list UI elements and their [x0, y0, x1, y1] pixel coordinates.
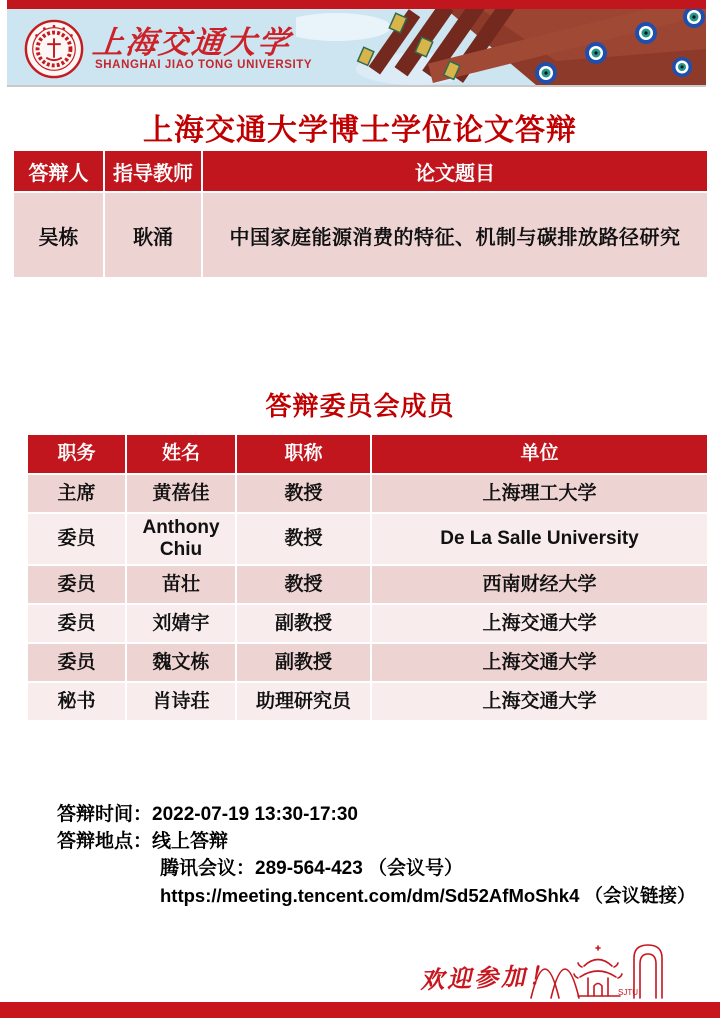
meeting-link-url[interactable]: https://meeting.tencent.com/dm/Sd52AfMoShk4: [160, 885, 580, 906]
member-rank: 副教授: [237, 644, 370, 681]
committee-row: [28, 644, 707, 681]
defense-venue-value: 线上答辩: [152, 831, 229, 852]
meeting-id-line: [57, 855, 696, 882]
header-thesis-title: 论文题目: [203, 151, 707, 191]
sjtu-seal-logo: [23, 18, 85, 80]
header-rank: 职称: [237, 435, 370, 473]
meeting-id-label: 腾讯会议：: [160, 858, 256, 879]
defense-venue-line: [57, 828, 696, 855]
temple-roof-photo: [296, 9, 706, 85]
member-rank: 教授: [237, 475, 370, 512]
committee-table: [28, 435, 707, 722]
header-name: 姓名: [127, 435, 235, 473]
member-name: 刘婧宇: [127, 605, 235, 642]
member-rank: 助理研究员: [237, 683, 370, 720]
sketch-sjtu-label: SJTU: [618, 988, 638, 997]
committee-row: [28, 475, 707, 512]
defense-time-label: 答辩时间：: [57, 804, 153, 825]
member-name: Anthony Chiu: [127, 514, 235, 564]
member-name: 黄蓓佳: [127, 475, 235, 512]
header-role: 职务: [28, 435, 125, 473]
member-name: 苗壮: [127, 566, 235, 603]
meeting-link-suffix: （会议链接）: [579, 885, 696, 906]
member-rank: 副教授: [237, 605, 370, 642]
member-role: 委员: [28, 644, 125, 681]
committee-row: [28, 683, 707, 720]
member-institution: De La Salle University: [372, 514, 707, 564]
member-role: 委员: [28, 566, 125, 603]
committee-row: [28, 605, 707, 642]
member-name: 魏文栋: [127, 644, 235, 681]
schedule-info: [57, 801, 696, 909]
defense-time-value: 2022-07-19 13:30-17:30: [152, 804, 359, 825]
page-title: 上海交通大学博士学位论文答辩: [143, 114, 577, 147]
committee-row: [28, 514, 707, 564]
committee-section-title: 答辩委员会成员: [265, 391, 455, 421]
member-name: 肖诗荘: [127, 683, 235, 720]
member-institution: 西南财经大学: [372, 566, 707, 603]
defense-table: [14, 151, 707, 279]
committee-table-header: [28, 435, 707, 473]
member-institution: 上海交通大学: [372, 683, 707, 720]
member-institution: 上海交通大学: [372, 644, 707, 681]
defense-table-header: [14, 151, 707, 191]
member-rank: 教授: [237, 514, 370, 564]
advisor-name: 耿涌: [105, 193, 201, 277]
header-candidate: 答辩人: [14, 151, 103, 191]
defense-table-row: [14, 193, 707, 277]
welcome-text: 欢迎参加！: [419, 960, 556, 995]
university-name-en: SHANGHAI JIAO TONG UNIVERSITY: [95, 59, 313, 71]
defense-venue-label: 答辩地点：: [57, 831, 153, 852]
university-banner: [7, 9, 706, 87]
header-institution: 单位: [372, 435, 707, 473]
top-red-bar: [7, 0, 706, 9]
candidate-name: 吴栋: [14, 193, 103, 277]
campus-landmarks-sketch: [528, 936, 668, 1002]
university-name-cn: 上海交通大学: [90, 25, 293, 61]
member-institution: 上海交通大学: [372, 605, 707, 642]
committee-row: [28, 566, 707, 603]
member-rank: 教授: [237, 566, 370, 603]
bottom-red-bar: [0, 1002, 720, 1018]
member-role: 秘书: [28, 683, 125, 720]
defense-time-line: [57, 801, 696, 828]
header-advisor: 指导教师: [105, 151, 201, 191]
member-institution: 上海理工大学: [372, 475, 707, 512]
meeting-id-value: 289-564-423 （会议号）: [255, 858, 464, 879]
meeting-link-line: [57, 882, 696, 909]
thesis-title: 中国家庭能源消费的特征、机制与碳排放路径研究: [203, 193, 707, 277]
member-role: 主席: [28, 475, 125, 512]
member-role: 委员: [28, 605, 125, 642]
member-role: 委员: [28, 514, 125, 564]
